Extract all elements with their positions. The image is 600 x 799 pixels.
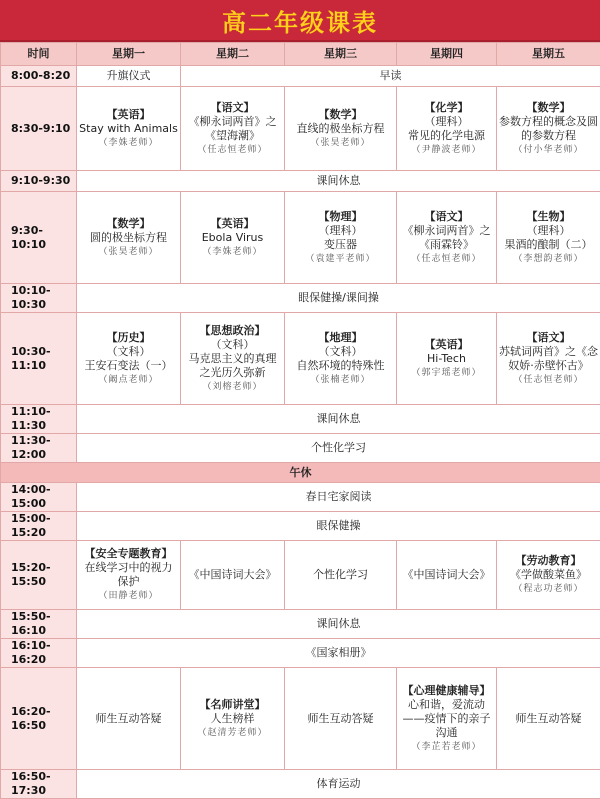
header-mon: 星期一: [77, 43, 181, 66]
teacher-name: （袁建平老师）: [287, 252, 394, 266]
time-cell: 16:10-16:20: [1, 639, 77, 668]
course-title: 《学做酸菜鱼》: [499, 568, 598, 582]
subject-label: 【化学】: [399, 101, 494, 115]
teacher-name: （张楠老师）: [287, 373, 394, 387]
subject-label: 【劳动教育】: [499, 554, 598, 568]
teacher-name: （赵清芳老师）: [183, 726, 282, 740]
header-fri: 星期五: [497, 43, 600, 66]
header-row: [1, 43, 600, 66]
table-row: [1, 66, 600, 87]
course-title: 马克思主义的真理: [183, 352, 282, 366]
course-cell-thu: 《中国诗词大会》: [397, 541, 497, 610]
course-note: （文科）: [287, 345, 394, 359]
cell-span: 课间休息: [77, 405, 600, 434]
schedule-table: [0, 42, 600, 799]
course-title: 圆的极坐标方程: [79, 231, 178, 245]
subject-label: 【地理】: [287, 331, 394, 345]
course-cell-wed: 师生互动答疑: [285, 668, 397, 770]
cell-span: 课间休息: [77, 171, 600, 192]
subject-label: 【物理】: [287, 210, 394, 224]
teacher-name: （张昊老师）: [287, 136, 394, 150]
cell-mon: 升旗仪式: [77, 66, 181, 87]
time-cell: 8:00-8:20: [1, 66, 77, 87]
course-cell-mon: [77, 192, 181, 284]
course-note: （文科）: [79, 345, 178, 359]
course-title: 沟通: [399, 726, 494, 740]
table-row: [1, 541, 600, 610]
course-title: 在线学习中的视力: [79, 561, 178, 575]
subject-label: 【英语】: [79, 108, 178, 122]
course-cell-wed: [285, 87, 397, 171]
teacher-name: （张昊老师）: [79, 245, 178, 259]
cell-span: 早读: [181, 66, 600, 87]
course-cell-wed: [285, 192, 397, 284]
cell-span: 眼保健操/课间操: [77, 284, 600, 313]
teacher-name: （刘榕老师）: [183, 380, 282, 394]
header-wed: 星期三: [285, 43, 397, 66]
course-cell-thu: [397, 668, 497, 770]
header-tue: 星期二: [181, 43, 285, 66]
teacher-name: （尹静波老师）: [399, 143, 494, 157]
course-title: Stay with Animals: [79, 122, 178, 136]
course-title: Ebola Virus: [183, 231, 282, 245]
course-cell-tue: [181, 313, 285, 405]
table-row: [1, 284, 600, 313]
time-cell: 15:50-16:10: [1, 610, 77, 639]
time-cell: 15:20-15:50: [1, 541, 77, 610]
table-row: [1, 405, 600, 434]
page-title: 高二年级课表: [222, 3, 378, 38]
course-title: 自然环境的特殊性: [287, 359, 394, 373]
table-row: [1, 770, 600, 799]
table-row: [1, 434, 600, 463]
time-cell: 15:00-15:20: [1, 512, 77, 541]
time-cell: 14:00-15:00: [1, 483, 77, 512]
lunch-label: 午休: [1, 463, 600, 483]
time-cell: 10:30-11:10: [1, 313, 77, 405]
course-title: 常见的化学电源: [399, 129, 494, 143]
time-cell: 11:30-12:00: [1, 434, 77, 463]
teacher-name: （任志恒老师）: [399, 252, 494, 266]
course-title: 《雨霖铃》: [399, 238, 494, 252]
course-cell-tue: [181, 192, 285, 284]
course-title: 直线的极坐标方程: [287, 122, 394, 136]
teacher-name: （阚点老师）: [79, 373, 178, 387]
course-cell-tue: 《中国诗词大会》: [181, 541, 285, 610]
course-cell-tue: [181, 87, 285, 171]
course-title: 心和谐，爱流动: [399, 698, 494, 712]
course-title: 人生榜样: [183, 712, 282, 726]
teacher-name: （李姝老师）: [79, 136, 178, 150]
time-cell: 8:30-9:10: [1, 87, 77, 171]
course-title: 参数方程的概念及圆: [499, 115, 598, 129]
course-title: 奴娇·赤壁怀古》: [499, 359, 598, 373]
course-title: 《柳永词两首》之: [399, 224, 494, 238]
course-cell-mon: [77, 87, 181, 171]
teacher-name: （付小华老师）: [499, 143, 598, 157]
table-row: [1, 483, 600, 512]
title-bar: [0, 0, 600, 42]
subject-label: 【名师讲堂】: [183, 698, 282, 712]
subject-label: 【生物】: [499, 210, 598, 224]
course-title: 保护: [79, 575, 178, 589]
subject-label: 【英语】: [183, 217, 282, 231]
course-cell-fri: 师生互动答疑: [497, 668, 600, 770]
course-title: 苏轼词两首》之《念: [499, 345, 598, 359]
course-cell-thu: [397, 192, 497, 284]
table-row: [1, 610, 600, 639]
table-row: [1, 313, 600, 405]
subject-label: 【历史】: [79, 331, 178, 345]
time-cell: 9:30-10:10: [1, 192, 77, 284]
subject-label: 【数学】: [287, 108, 394, 122]
course-title: 果酒的酿制（二）: [499, 238, 598, 252]
subject-label: 【数学】: [79, 217, 178, 231]
lunch-row: [1, 463, 600, 483]
course-title: 《望海潮》: [183, 129, 282, 143]
table-row: [1, 171, 600, 192]
course-cell-fri: [497, 541, 600, 610]
course-note: （文科）: [183, 338, 282, 352]
cell-span: 《国家相册》: [77, 639, 600, 668]
subject-label: 【安全专题教育】: [79, 547, 178, 561]
time-cell: 16:20-16:50: [1, 668, 77, 770]
teacher-name: （李想韵老师）: [499, 252, 598, 266]
teacher-name: （任志恒老师）: [499, 373, 598, 387]
course-title: 变压器: [287, 238, 394, 252]
table-row: [1, 192, 600, 284]
course-cell-thu: [397, 87, 497, 171]
course-title: ——疫情下的亲子: [399, 712, 494, 726]
course-cell-fri: [497, 87, 600, 171]
time-cell: 10:10-10:30: [1, 284, 77, 313]
course-cell-wed: [285, 313, 397, 405]
teacher-name: （李姝老师）: [183, 245, 282, 259]
course-note: （理科）: [399, 115, 494, 129]
subject-label: 【心理健康辅导】: [399, 684, 494, 698]
course-title: 《柳永词两首》之: [183, 115, 282, 129]
header-thu: 星期四: [397, 43, 497, 66]
course-cell-thu: [397, 313, 497, 405]
course-title: 的参数方程: [499, 129, 598, 143]
teacher-name: （郭宇瑶老师）: [399, 366, 494, 380]
time-cell: 9:10-9:30: [1, 171, 77, 192]
cell-span: 眼保健操: [77, 512, 600, 541]
table-row: [1, 87, 600, 171]
table-row: [1, 512, 600, 541]
teacher-name: （程志功老师）: [499, 582, 598, 596]
course-note: （理科）: [287, 224, 394, 238]
subject-label: 【语文】: [399, 210, 494, 224]
subject-label: 【数学】: [499, 101, 598, 115]
subject-label: 【思想政治】: [183, 324, 282, 338]
course-title: 之光历久弥新: [183, 366, 282, 380]
course-cell-fri: [497, 313, 600, 405]
course-cell-mon: [77, 541, 181, 610]
table-row: [1, 639, 600, 668]
cell-span: 个性化学习: [77, 434, 600, 463]
time-cell: 16:50-17:30: [1, 770, 77, 799]
cell-span: 春日宅家阅读: [77, 483, 600, 512]
subject-label: 【语文】: [499, 331, 598, 345]
header-time: 时间: [1, 43, 77, 66]
subject-label: 【英语】: [399, 338, 494, 352]
subject-label: 【语文】: [183, 101, 282, 115]
cell-span: 体育运动: [77, 770, 600, 799]
cell-span: 课间休息: [77, 610, 600, 639]
course-cell-wed: 个性化学习: [285, 541, 397, 610]
teacher-name: （李芷若老师）: [399, 740, 494, 754]
teacher-name: （田静老师）: [79, 589, 178, 603]
teacher-name: （任志恒老师）: [183, 143, 282, 157]
course-cell-fri: [497, 192, 600, 284]
course-note: （理科）: [499, 224, 598, 238]
course-cell-mon: [77, 313, 181, 405]
course-cell-tue: [181, 668, 285, 770]
course-title: Hi-Tech: [399, 352, 494, 366]
time-cell: 11:10-11:30: [1, 405, 77, 434]
course-cell-mon: 师生互动答疑: [77, 668, 181, 770]
course-title: 王安石变法（一）: [79, 359, 178, 373]
table-row: [1, 668, 600, 770]
